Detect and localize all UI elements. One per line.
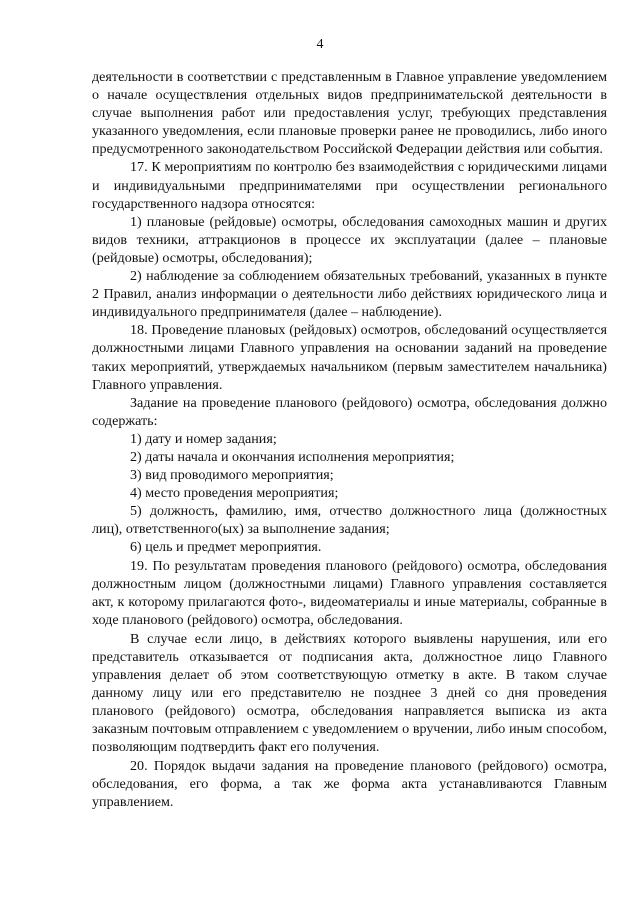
paragraph-task-item-6: 6) цель и предмет мероприятия.	[130, 539, 322, 556]
paragraph-task-item-2: 2) даты начала и окончания исполнения мероприятия;	[130, 448, 455, 465]
document-body	[92, 68, 607, 811]
paragraph-refusal-case: В случае если лицо, в действиях которого выявлены нарушения, или его представитель отказывается от подписания акта, должностное лицо Главного управления делает об этом соответствующую отметку в акте. В таком случае данному лицу или его представителю не позднее 3 дней со дня проведения планового (рейдового) осмотра, обследования направляется выписка из акта заказным почтовым отправлением с уведомлением о вручении, либо иным способом, позволяющим подтвердить факт его получения.	[92, 630, 607, 756]
paragraph-clause-17: 17. К мероприятиям по контролю без взаимодействия с юридическими лицами и индивидуальными предпринимателями при осуществлении регионального государственного надзора относятся:	[92, 159, 607, 212]
paragraph-task-item-1: 1) дату и номер задания;	[130, 430, 277, 447]
paragraph-clause-18: 18. Проведение плановых (рейдовых) осмотров, обследований осуществляется должностными лицами Главного управления на основании заданий на проведение таких мероприятий, утверждаемых начальником (первым заместителем начальника) Главного управления.	[92, 322, 607, 393]
paragraph-clause-20: 20. Порядок выдачи задания на проведение планового (рейдового) осмотра, обследования, его форма, а так же форма акта устанавливаются Главным управлением.	[92, 757, 607, 810]
paragraph-task-item-3: 3) вид проводимого мероприятия;	[130, 467, 334, 484]
paragraph-clause-19: 19. По результатам проведения планового (рейдового) осмотра, обследования должностным лицом (должностными лицами) Главного управления составляется акт, к которому прилагаются фото-, видеоматериалы и иные материалы, собранные в ходе планового (рейдового) осмотра, обследования.	[92, 557, 607, 628]
paragraph-task-item-5: 5) должность, фамилию, имя, отчество должностного лица (должностных лиц), ответственного(ых) за выполнение задания;	[92, 503, 607, 538]
page-number: 4	[316, 37, 324, 52]
paragraph-clause-17-item-1: 1) плановые (рейдовые) осмотры, обследования самоходных машин и других видов техники, аттракционов в процессе их эксплуатации (далее – плановые (рейдовые) осмотры, обследования);	[92, 213, 607, 266]
paragraph-continuation: деятельности в соответствии с представленным в Главное управление уведомлением о начале осуществления отдельных видов предпринимательской деятельности в случае выполнения работ или предоставления услуг, требующих представления указанного уведомления, если плановые проверки ранее не проводились, либо иного предусмотренного законодательством Российской Федерации действия или события.	[92, 69, 607, 158]
paragraph-task-item-4: 4) место проведения мероприятия;	[130, 485, 339, 502]
paragraph-task-contents: Задание на проведение планового (рейдового) осмотра, обследования должно содержать:	[92, 394, 607, 429]
paragraph-clause-17-item-2: 2) наблюдение за соблюдением обязательных требований, указанных в пункте 2 Правил, анализ информации о деятельности либо действиях юридического лица и индивидуального предпринимателя (далее – наблюдение).	[92, 268, 607, 321]
